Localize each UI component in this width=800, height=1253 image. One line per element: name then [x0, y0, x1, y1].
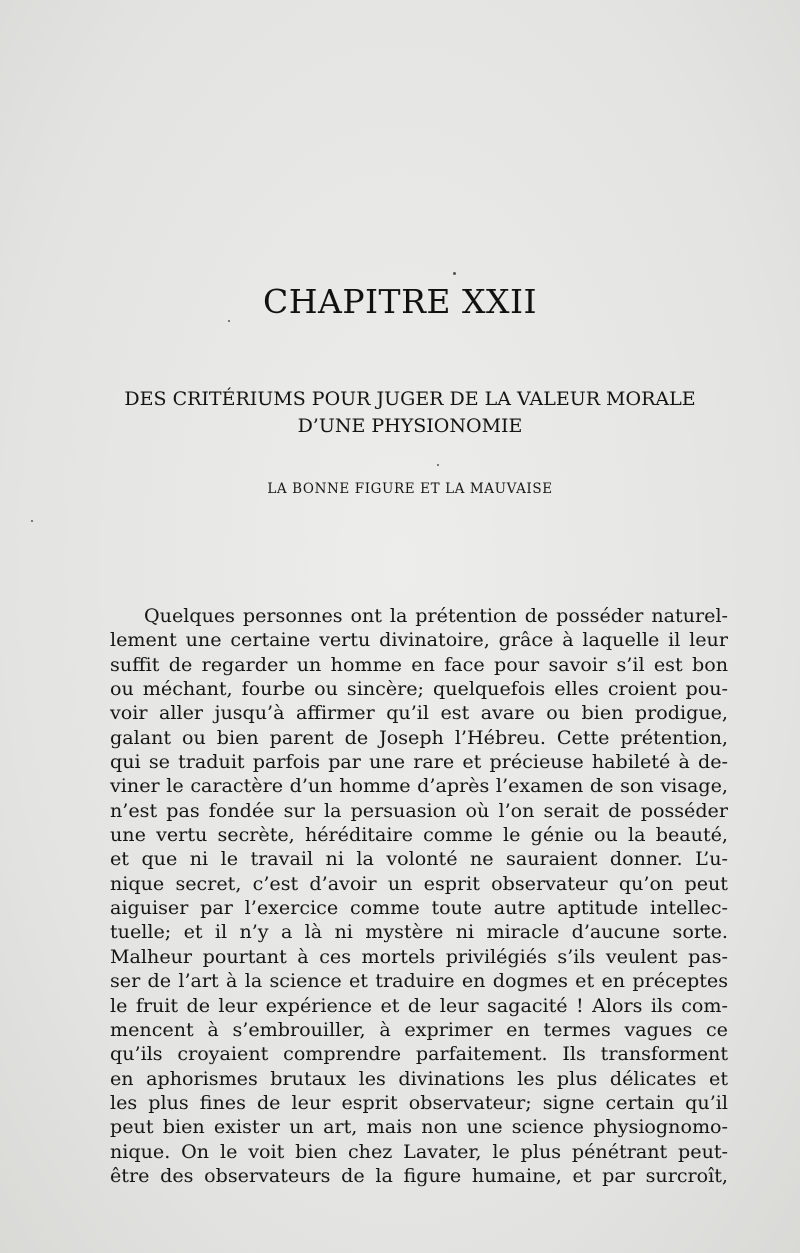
text-line: suffit de regarder un homme en face pour savoir s’il est bon — [110, 652, 728, 676]
text-line: Malheur pourtant à ces mortels privilégiés s’ils veulent pas- — [110, 944, 728, 968]
section-heading: LA BONNE FIGURE ET LA MAUVAISE — [267, 481, 553, 497]
print-speck — [453, 272, 456, 275]
text-line: tuelle; et il n’y a là ni mystère ni miracle d’aucune sorte. — [110, 920, 728, 944]
text-line: galant ou bien parent de Joseph l’Hébreu. Cette prétention, — [110, 725, 728, 749]
text-line: et que ni le travail ni la volonté ne sauraient donner. L’u- — [110, 847, 728, 871]
text-line: une vertu secrète, héréditaire comme le génie ou la beauté, — [110, 823, 728, 847]
text-line: être des observateurs de la figure humaine, et par surcroît, — [110, 1163, 728, 1187]
text-line: qui se traduit parfois par une rare et précieuse habileté à de- — [110, 750, 728, 774]
chapter-subtitle-line: D’UNE PHYSIONOMIE — [297, 415, 523, 437]
text-line: en aphorismes brutaux les divinations les plus délicates et — [110, 1066, 728, 1090]
chapter-title: CHAPITRE XXII — [262, 282, 538, 321]
text-line: lement une certaine vertu divinatoire, grâce à laquelle il leur — [110, 628, 728, 652]
text-line: nique. On le voit bien chez Lavater, le plus pénétrant peut- — [110, 1139, 728, 1163]
text-line: ou méchant, fourbe ou sincère; quelquefois elles croient pou- — [110, 677, 728, 701]
print-speck — [31, 520, 33, 522]
text-line: n’est pas fondée sur la persuasion où l’on serait de posséder — [110, 798, 728, 822]
text-line: ser de l’art à la science et traduire en dogmes et en préceptes — [110, 969, 728, 993]
text-line: peut bien exister un art, mais non une science physiognomo- — [110, 1115, 728, 1139]
text-line: viner le caractère d’un homme d’après l’examen de son visage, — [110, 774, 728, 798]
chapter-subtitle — [80, 386, 740, 440]
text-line: Quelques personnes ont la prétention de posséder naturel- — [144, 604, 728, 627]
text-line: les plus fines de leur esprit observateur; signe certain qu’il — [110, 1090, 728, 1114]
text-line: mencent à s’embrouiller, à exprimer en termes vagues ce — [110, 1017, 728, 1041]
text-line: aiguiser par l’exercice comme toute autre aptitude intellec- — [110, 896, 728, 920]
text-line: le fruit de leur expérience et de leur sagacité ! Alors ils com- — [110, 993, 728, 1017]
print-speck — [437, 464, 439, 466]
text-line: qu’ils croyaient comprendre parfaitement. Ils transforment — [110, 1042, 728, 1066]
body-paragraph — [110, 604, 728, 1188]
chapter-subtitle-line: DES CRITÉRIUMS POUR JUGER DE LA VALEUR MORALE — [124, 388, 696, 410]
text-line: nique secret, c’est d’avoir un esprit observateur qu’on peut — [110, 871, 728, 895]
text-line: voir aller jusqu’à affirmer qu’il est avare ou bien prodigue, — [110, 701, 728, 725]
